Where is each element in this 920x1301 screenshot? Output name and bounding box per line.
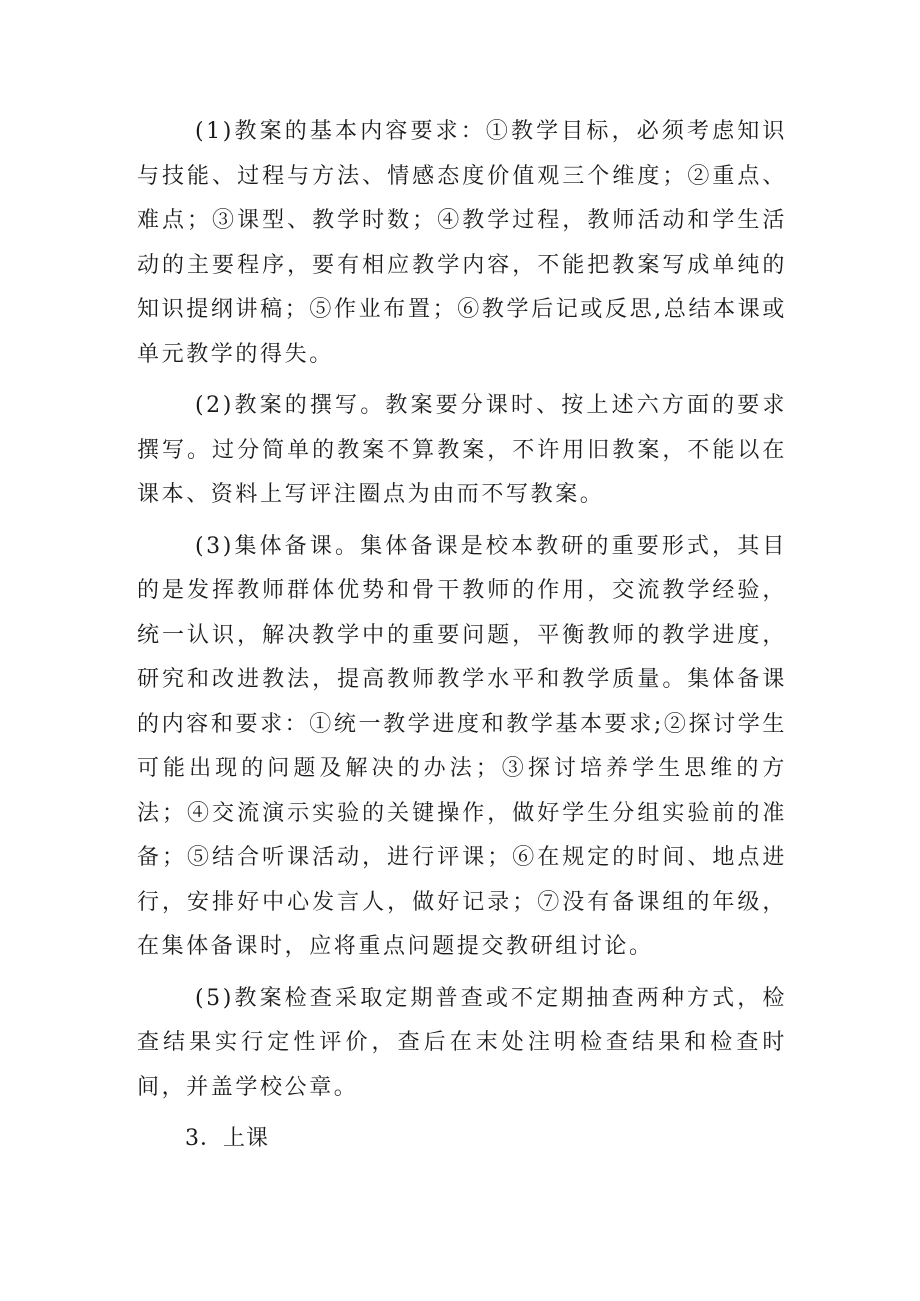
paragraph-lesson-plan-requirements: (1)教案的基本内容要求：①教学目标，必须考虑知识与技能、过程与方法、情感态度价值观三个维度；②重点、难点；③课型、教学时数；④教学过程，教师活动和学生活动的主要程序，要有相应教学内容，不能把教案写成单纯的知识提纲讲稿；⑤作业布置；⑥教学后记或反思,总结本课或单元教学的得失。 bbox=[137, 119, 787, 367]
document-body bbox=[137, 110, 787, 1162]
paragraph-lesson-plan-writing: (2)教案的撰写。教案要分课时、按上述六方面的要求撰写。过分简单的教案不算教案，不许用旧教案，不能以在课本、资料上写评注圈点为由而不写教案。 bbox=[137, 393, 787, 507]
paragraph-collective-preparation: (3)集体备课。集体备课是校本教研的重要形式，其目的是发挥教师群体优势和骨干教师的作用，交流教学经验，统一认识，解决教学中的重要问题，平衡教师的教学进度，研究和改进教法，提高教师教学水平和教学质量。集体备课的内容和要求：①统一教学进度和教学基本要求;②探讨学生可能出现的问题及解决的办法；③探讨培养学生思维的方法；④交流演示实验的关键操作，做好学生分组实验前的准备；⑤结合听课活动，进行评课；⑥在规定的时间、地点进行，安排好中心发言人，做好记录；⑦没有备课组的年级，在集体备课时，应将重点问题提交教研组讨论。 bbox=[137, 533, 787, 959]
paragraph-lesson-plan-inspection: (5)教案检查采取定期普查或不定期抽查两种方式，检查结果实行定性评价，查后在末处注明检查结果和检查时间，并盖学校公章。 bbox=[137, 985, 787, 1100]
section-heading-teaching: 3．上课 bbox=[185, 1126, 269, 1151]
